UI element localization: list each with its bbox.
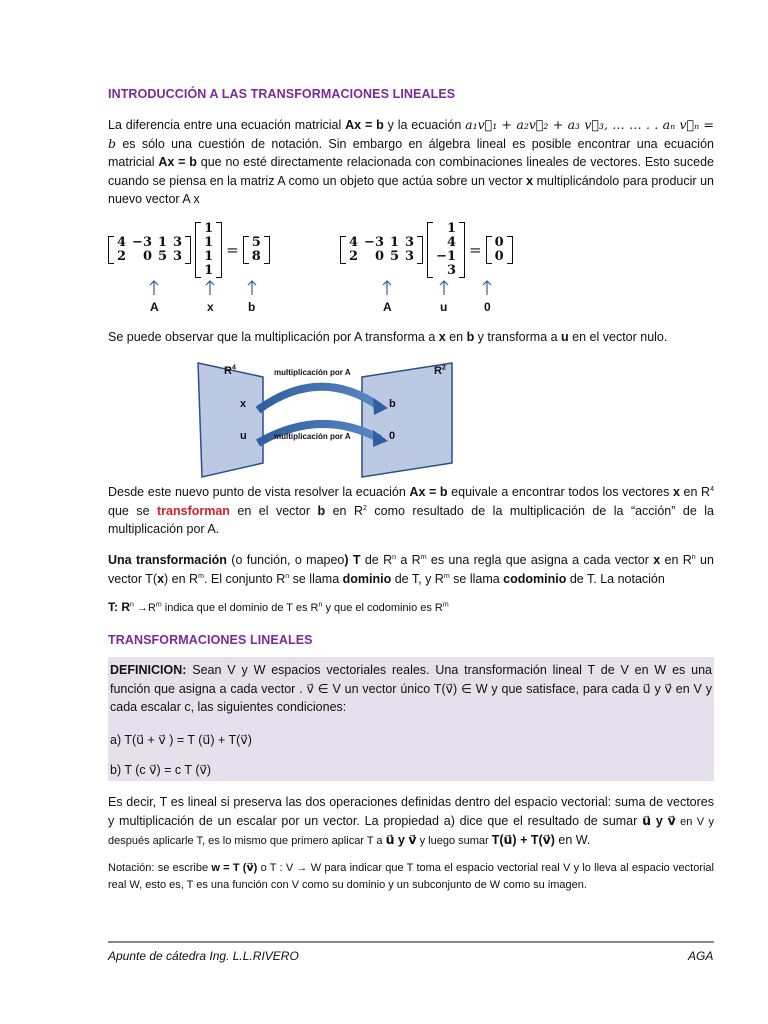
up-arrow-icon — [440, 281, 448, 295]
intro-paragraph: La diferencia entre una ecuación matricial Ax = b y la ecuación a₁v⃗₁ + a₂v⃗₂ + a₃ v⃗₃, … … . . aₙ v⃗ₙ = b es sólo una cuestión de notación. Sin embargo en álgebra lineal es posible encontrar una ecuación matricial Ax = b que no esté directamente relacionada con combinaciones lineales de vectores. Esto sucede cuando se piensa en la matriz A como un objeto que actúa sobre un vector x multiplicándolo para producir un nuevo vector A x — [108, 117, 714, 206]
up-arrow-icon — [206, 281, 214, 295]
label-diagram-x: x — [240, 398, 247, 410]
up-arrow-icon — [383, 281, 391, 295]
label-r4: $R^4$ — [224, 364, 236, 377]
matrix-equation-1: 4 −3 1 3 2 0 5 3 1 1 1 1 = 5 8 — [108, 222, 270, 278]
label-diagram-b: b — [389, 398, 396, 410]
section-heading-linear: TRANSFORMACIONES LINEALES — [108, 633, 313, 647]
vector-x: 1 1 1 1 — [195, 222, 222, 278]
label-diagram-zero: 0 — [389, 430, 396, 442]
label-b: b — [248, 300, 256, 314]
codomain-plane-r2 — [362, 363, 452, 477]
definition-text: DEFINICION: Sean V y W espacios vectoriales reales. Una transformación lineal T de V en W es una función que asigna a cada vector . v⃗ ∈ V un vector único T(v⃗) ∈ W y que satisface, para cada u⃗ y v⃗ en V y cada escalar c, las siguientes condiciones: — [110, 663, 712, 714]
paragraph-new-viewpoint: Desde este nuevo punto de vista resolver la ecuación Ax = b equivale a encontrar todos los vectores x en $R^4$ que se transforman en el vector b en $R^2$ como resultado de la multiplicación de la “acción” de la multiplicación por A. — [108, 485, 714, 536]
label-r2: $R^2$ — [434, 364, 446, 377]
vector-zero: 0 0 — [486, 236, 513, 264]
label-zero: 0 — [484, 300, 491, 314]
vector-u: 1 4 −1 3 — [427, 222, 465, 278]
section-heading-intro: INTRODUCCIÓN A LAS TRANSFORMACIONES LINEALES — [108, 87, 456, 101]
label-u: u — [440, 300, 448, 314]
matrix-a-2: 4 −3 1 3 2 0 5 3 — [340, 236, 423, 264]
footer-divider — [108, 941, 714, 943]
paragraph-notation-w: Notación: se escribe w = T (v⃗) o T : V → W para indicar que T toma el espacio vectorial real V y lo lleva al espacio vectorial real W, esto es, T es una función con V como su dominio y un subconjunto de W como su imagen. — [108, 862, 714, 891]
label-diagram-u: u — [240, 430, 247, 442]
vector-b: 5 8 — [243, 236, 270, 264]
up-arrow-icon — [150, 281, 158, 295]
label-mult-2: multiplicación por A — [274, 432, 351, 441]
footer-course: AGA — [688, 949, 714, 963]
matrix-equation-2: 4 −3 1 3 2 0 5 3 1 4 −1 3 = 0 0 — [340, 222, 513, 278]
observation-paragraph: Se puede observar que la multiplicación por A transforma a x en b y transforma a u en el vector nulo. — [108, 330, 668, 344]
label-mult-1: multiplicación por A — [274, 368, 351, 377]
label-a-2: A — [383, 300, 392, 314]
condition-b: b) T (c v⃗) = c T (v⃗) — [110, 763, 212, 777]
condition-a: a) T(u⃗ + v⃗ ) = T (u⃗) + T(v⃗) — [110, 733, 252, 747]
up-arrow-icon — [483, 281, 491, 295]
paragraph-transformation-def: Una transformación (o función, o mapeo) T de $R^n$ a $R^m$ es una regla que asigna a cada vector x en $R^n$ un vector T(x) en $R^m$. El conjunto $R^n$ se llama dominio de T, y $R^m$ se llama codominio de T. La notación — [108, 553, 714, 586]
highlight-transforman: transforman — [157, 503, 230, 518]
linear-combination-equation: a₁v⃗₁ + a₂v⃗₂ + a₃ v⃗₃, … … . . aₙ v⃗ₙ = b — [108, 117, 714, 151]
up-arrows-row — [0, 278, 768, 298]
up-arrow-icon — [248, 281, 256, 295]
paragraph-notation-tmap: T: $R^n \to R^m$ indica que el dominio de T es $R^n$ y que el codominio es $R^m$ — [108, 600, 449, 614]
footer-author: Apunte de cátedra Ing. L.L.RIVERO — [108, 949, 299, 963]
label-x: x — [207, 300, 214, 314]
paragraph-linear-explanation: Es decir, T es lineal si preserva las dos operaciones definidas dentro del espacio vectorial: suma de vectores y multiplicación de un escalar por un vector. La propiedad a) dice que el resultado de sumar u⃗ y v⃗ en V y después aplicarle T, es lo mismo que primero aplicar T a u⃗ y v⃗ y luego sumar T(u⃗) + T(v⃗) en W. — [108, 795, 714, 847]
matrix-a: 4 −3 1 3 2 0 5 3 — [108, 236, 191, 264]
domain-plane-r4 — [198, 363, 263, 477]
label-a: A — [150, 300, 159, 314]
